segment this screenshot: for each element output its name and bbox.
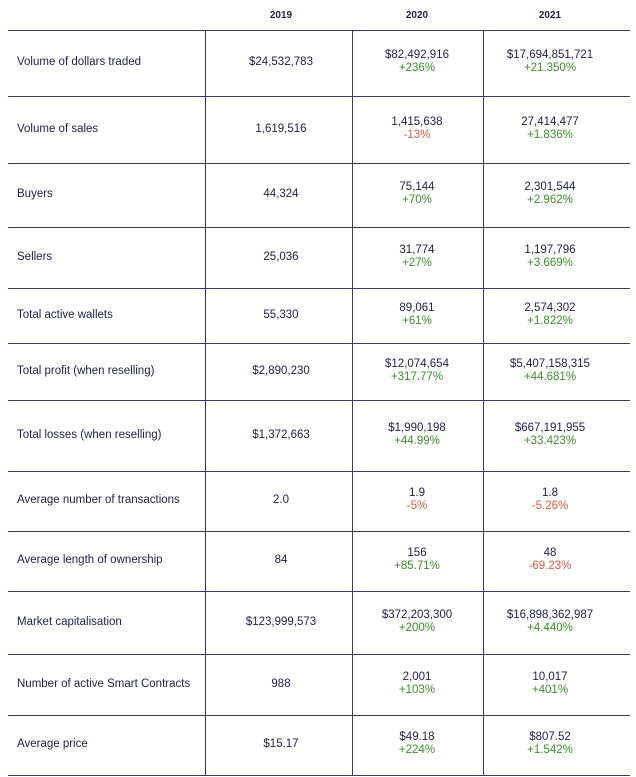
change-2020: +200% [398,621,436,634]
value-2020: $1,990,198 [388,421,446,434]
change-2020: +44.99% [394,434,440,447]
value-2019: 84 [274,554,288,566]
row-label: Sellers [17,250,53,263]
row-divider [8,471,630,472]
row-label: Market capitalisation [17,615,122,628]
row-divider [8,654,630,655]
row-divider [8,400,630,401]
value-2020: 1,415,638 [391,115,443,128]
value-2019: $2,890,230 [252,364,310,377]
row-label: Average number of transactions [17,494,180,506]
row-divider [8,30,630,31]
nft-stats-table [8,0,630,756]
row-label: Volume of dollars traded [17,56,142,68]
change-2020: +317.77% [390,370,444,383]
value-2019: 55,330 [263,308,299,321]
row-label: Total losses (when reselling) [17,428,162,441]
change-2020: +103% [398,683,436,696]
change-2021: +1.836% [527,128,573,141]
value-2019: $24,532,783 [249,56,313,68]
row-label: Total active wallets [17,308,113,321]
change-2020: +70% [402,194,432,206]
row-divider [8,288,630,289]
value-2019: 25,036 [263,250,299,263]
column-divider [352,30,353,775]
change-2020: -5% [406,500,428,512]
change-2021: +21.350% [523,62,577,74]
change-2021: +33.423% [523,434,577,447]
value-2019: $15.17 [263,738,299,750]
change-2021: -69.23% [528,560,572,572]
row-divider [8,591,630,592]
row-divider [8,227,630,228]
change-2021: +2.962% [527,194,573,206]
change-2021: +1.822% [527,314,573,327]
row-label: Total profit (when reselling) [17,364,155,377]
value-2019: 1,619,516 [255,122,307,135]
value-2020: $372,203,300 [381,608,453,621]
change-2020: +236% [398,62,436,74]
value-2021: 1.8 [542,487,558,499]
change-2020: +27% [402,256,432,269]
row-divider [8,715,630,716]
value-2021: 27,414,477 [521,115,579,128]
value-2021: 2,301,544 [524,181,576,193]
change-2020: -13% [403,128,431,141]
row-divider [8,163,630,164]
header-2021: 2021 [538,10,562,21]
table-header [8,0,630,30]
row-divider [8,775,630,776]
row-divider [8,343,630,344]
header-2019: 2019 [269,10,293,21]
change-2021: +1.542% [527,744,573,756]
row-label: Volume of sales [17,122,99,135]
column-divider [205,30,206,775]
row-divider [8,531,630,532]
header-2020: 2020 [405,10,429,21]
change-2020: +224% [398,744,436,756]
value-2019: 44,324 [263,188,299,200]
value-2021: 10,017 [532,670,568,683]
value-2021: $16,898,362,987 [506,608,594,621]
column-divider [483,30,484,775]
value-2021: $5,407,158,315 [510,357,590,370]
value-2021: $667,191,955 [514,421,586,434]
value-2020: 89,061 [399,301,435,314]
change-2020: +85.71% [394,560,440,572]
value-2020: $49.18 [399,731,435,743]
value-2019: $1,372,663 [252,428,310,441]
change-2021: +44.681% [523,370,577,383]
value-2019: 988 [271,677,291,690]
value-2021: 1,197,796 [524,243,576,256]
row-label: Number of active Smart Contracts [17,677,191,690]
value-2020: $82,492,916 [385,49,449,61]
row-label: Average price [17,738,88,750]
value-2019: 2.0 [273,494,289,506]
value-2019: $123,999,573 [245,615,317,628]
change-2021: +401% [531,683,569,696]
value-2021: 48 [543,547,557,559]
row-divider [8,96,630,97]
value-2020: 2,001 [402,670,432,683]
change-2020: +61% [402,314,432,327]
value-2020: 31,774 [399,243,435,256]
value-2021: 2,574,302 [524,301,576,314]
row-label: Buyers [17,188,53,200]
change-2021: -5.26% [531,500,569,512]
value-2020: 156 [407,547,427,559]
value-2021: $17,694,851,721 [506,49,594,61]
value-2021: $807.52 [529,731,571,743]
row-label: Average length of ownership [17,554,163,566]
change-2021: +4.440% [527,621,573,634]
change-2021: +3.669% [527,256,573,269]
value-2020: 1.9 [409,487,425,499]
value-2020: $12,074,654 [385,357,449,370]
value-2020: 75,144 [399,181,435,193]
table-grid [8,30,630,775]
